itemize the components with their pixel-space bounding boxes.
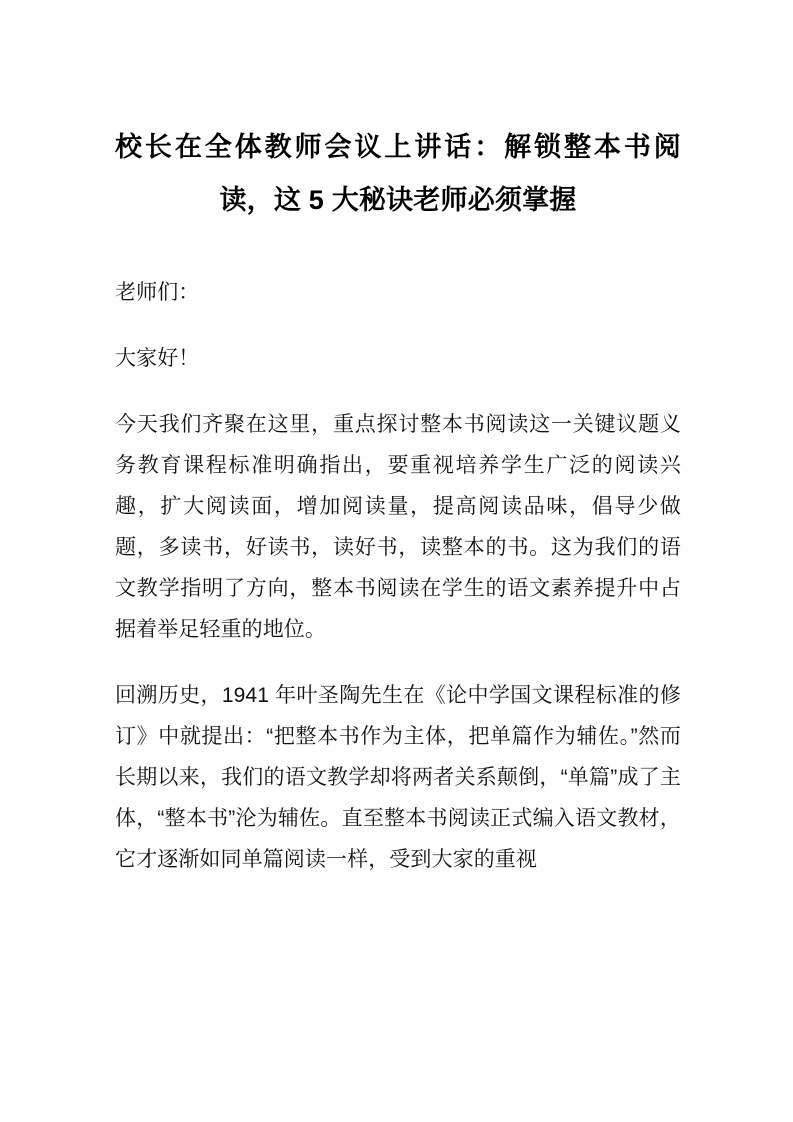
- page-title: 校长在全体教师会议上讲话：解锁整本书阅读，这 5 大秘诀老师必须掌握: [115, 132, 681, 215]
- document-body: [115, 272, 681, 880]
- document-content: [115, 0, 681, 880]
- paragraph-greeting: 大家好！: [115, 347, 200, 371]
- paragraph-salutation: 老师们：: [115, 281, 200, 305]
- paragraph-opening-remarks: 今天我们齐聚在这里，重点探讨整本书阅读这一关键议题义务教育课程标准明确指出，要重视培养学生广泛的阅读兴趣，扩大阅读面，增加阅读量，提高阅读品味，倡导少做题，多读书，好读书，读好书，读整本的书。这为我们的语文教学指明了方向，整本书阅读在学生的语文素养提升中占据着举足轻重的地位。: [115, 413, 681, 642]
- paragraph-historical-background: 回溯历史，1941 年叶圣陶先生在《论中学国文课程标准的修订》中就提出：“把整本书作为主体，把单篇作为辅佐。”然而长期以来，我们的语文教学却将两者关系颠倒，“单篇”成了主体，“整本书”沦为辅佐。直至整本书阅读正式编入语文教材，它才逐渐如同单篇阅读一样，受到大家的重视: [115, 684, 681, 872]
